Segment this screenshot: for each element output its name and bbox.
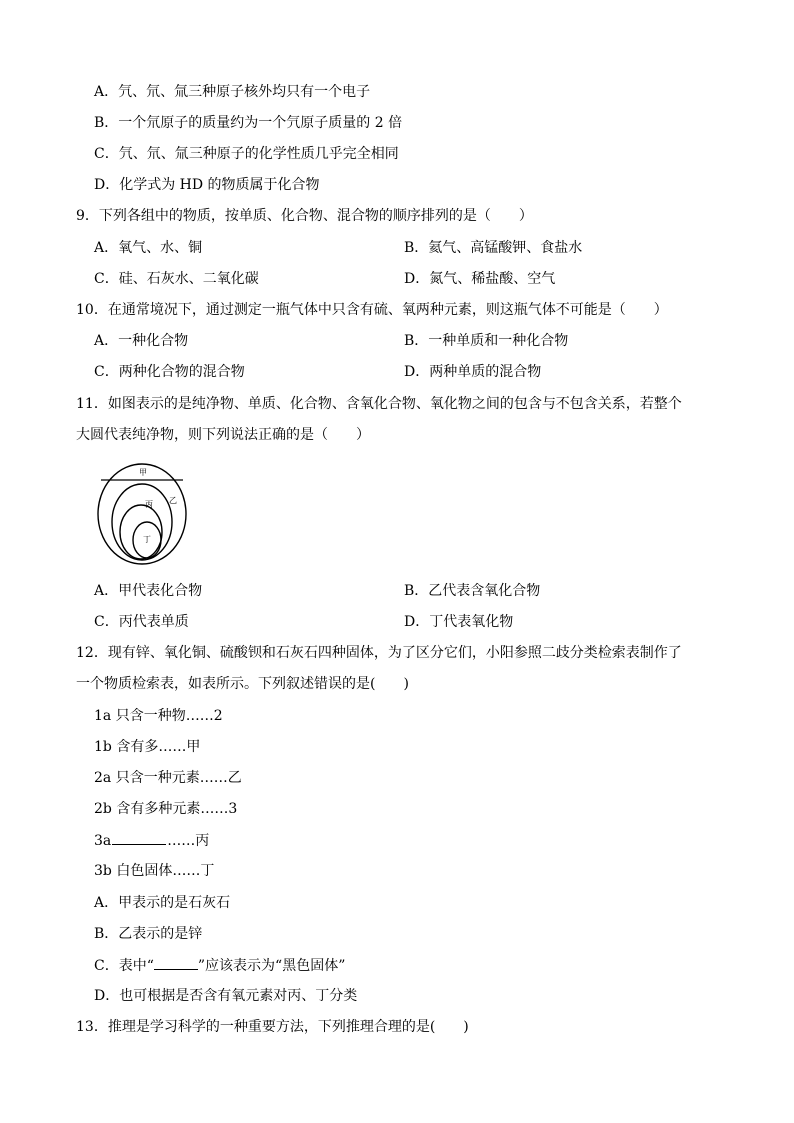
q10-option-d: D．两种单质的混合物 [404, 364, 542, 380]
q9-option-a: A．氧气、水、铜 [94, 240, 203, 256]
q12-stem-line1: 12．现有锌、氧化铜、硫酸钡和石灰石四种固体，为了区分它们，小阳参照二歧分类检索表制作了 [76, 645, 682, 661]
label-ding: 丁 [143, 535, 151, 544]
q10-option-c: C．两种化合物的混合物 [94, 364, 245, 380]
q12-option-c-blank [154, 955, 198, 970]
q12-option-c-suffix: ”应该表示为“黑色固体” [197, 958, 346, 974]
q12-option-b: B．乙表示的是锌 [94, 926, 203, 942]
circle-outer [98, 464, 186, 564]
q11-option-c: C．丙代表单质 [94, 614, 189, 630]
classification-diagram [96, 462, 196, 567]
key-1b: 1b 含有多……甲 [94, 739, 201, 755]
key-3a [94, 830, 209, 851]
q11-stem-line2: 大圆代表纯净物，则下列说法正确的是（ ） [76, 427, 370, 443]
q12-option-a: A．甲表示的是石灰石 [94, 895, 231, 911]
q8-option-a: A．氕、氘、氚三种原子核外均只有一个电子 [94, 84, 371, 100]
q11-option-d: D．丁代表氧化物 [404, 614, 514, 630]
q12-option-c [94, 955, 345, 976]
label-bing: 丙 [145, 500, 153, 509]
key-2b: 2b 含有多种元素……3 [94, 801, 238, 817]
key-3a-blank [112, 830, 166, 845]
q9-option-c: C．硅、石灰水、二氧化碳 [94, 271, 259, 287]
key-1a: 1a 只含一种物……2 [94, 708, 223, 724]
q12-option-d: D．也可根据是否含有氧元素对丙、丁分类 [94, 988, 358, 1004]
q13-stem: 13．推理是学习科学的一种重要方法，下列推理合理的是( ) [76, 1019, 469, 1035]
key-3a-suffix: ……丙 [167, 833, 210, 849]
key-3b: 3b 白色固体……丁 [94, 863, 215, 879]
q10-stem: 10．在通常境况下，通过测定一瓶气体中只含有硫、氧两种元素，则这瓶气体不可能是（ ） [76, 302, 668, 318]
q8-option-d: D．化学式为 HD 的物质属于化合物 [94, 177, 320, 193]
q11-option-b: B．乙代表含氧化合物 [404, 583, 541, 599]
q12-stem-line2: 一个物质检索表，如表所示。下列叙述错误的是( ) [76, 676, 409, 692]
q12-option-c-prefix: C．表中“ [94, 958, 154, 974]
q10-option-a: A．一种化合物 [94, 333, 189, 349]
q10-option-b: B．一种单质和一种化合物 [404, 333, 569, 349]
q8-option-b: B．一个氘原子的质量约为一个氕原子质量的 2 倍 [94, 115, 403, 131]
circle-bing [120, 505, 162, 559]
q9-stem: 9．下列各组中的物质，按单质、化合物、混合物的顺序排列的是（ ） [76, 208, 533, 224]
key-3a-prefix: 3a [94, 833, 112, 849]
q8-option-c: C．氕、氘、氚三种原子的化学性质几乎完全相同 [94, 146, 399, 162]
key-2a: 2a 只含一种元素……乙 [94, 770, 242, 786]
q11-option-a: A．甲代表化合物 [94, 583, 203, 599]
q9-option-b: B．氦气、高锰酸钾、食盐水 [404, 240, 583, 256]
q11-stem-line1: 11．如图表示的是纯净物、单质、化合物、含氧化合物、氧化物之间的包含与不包含关系，若整个 [76, 396, 682, 412]
q9-option-d: D．氮气、稀盐酸、空气 [404, 271, 556, 287]
label-yi: 乙 [169, 496, 177, 505]
label-jia: 甲 [139, 468, 147, 477]
